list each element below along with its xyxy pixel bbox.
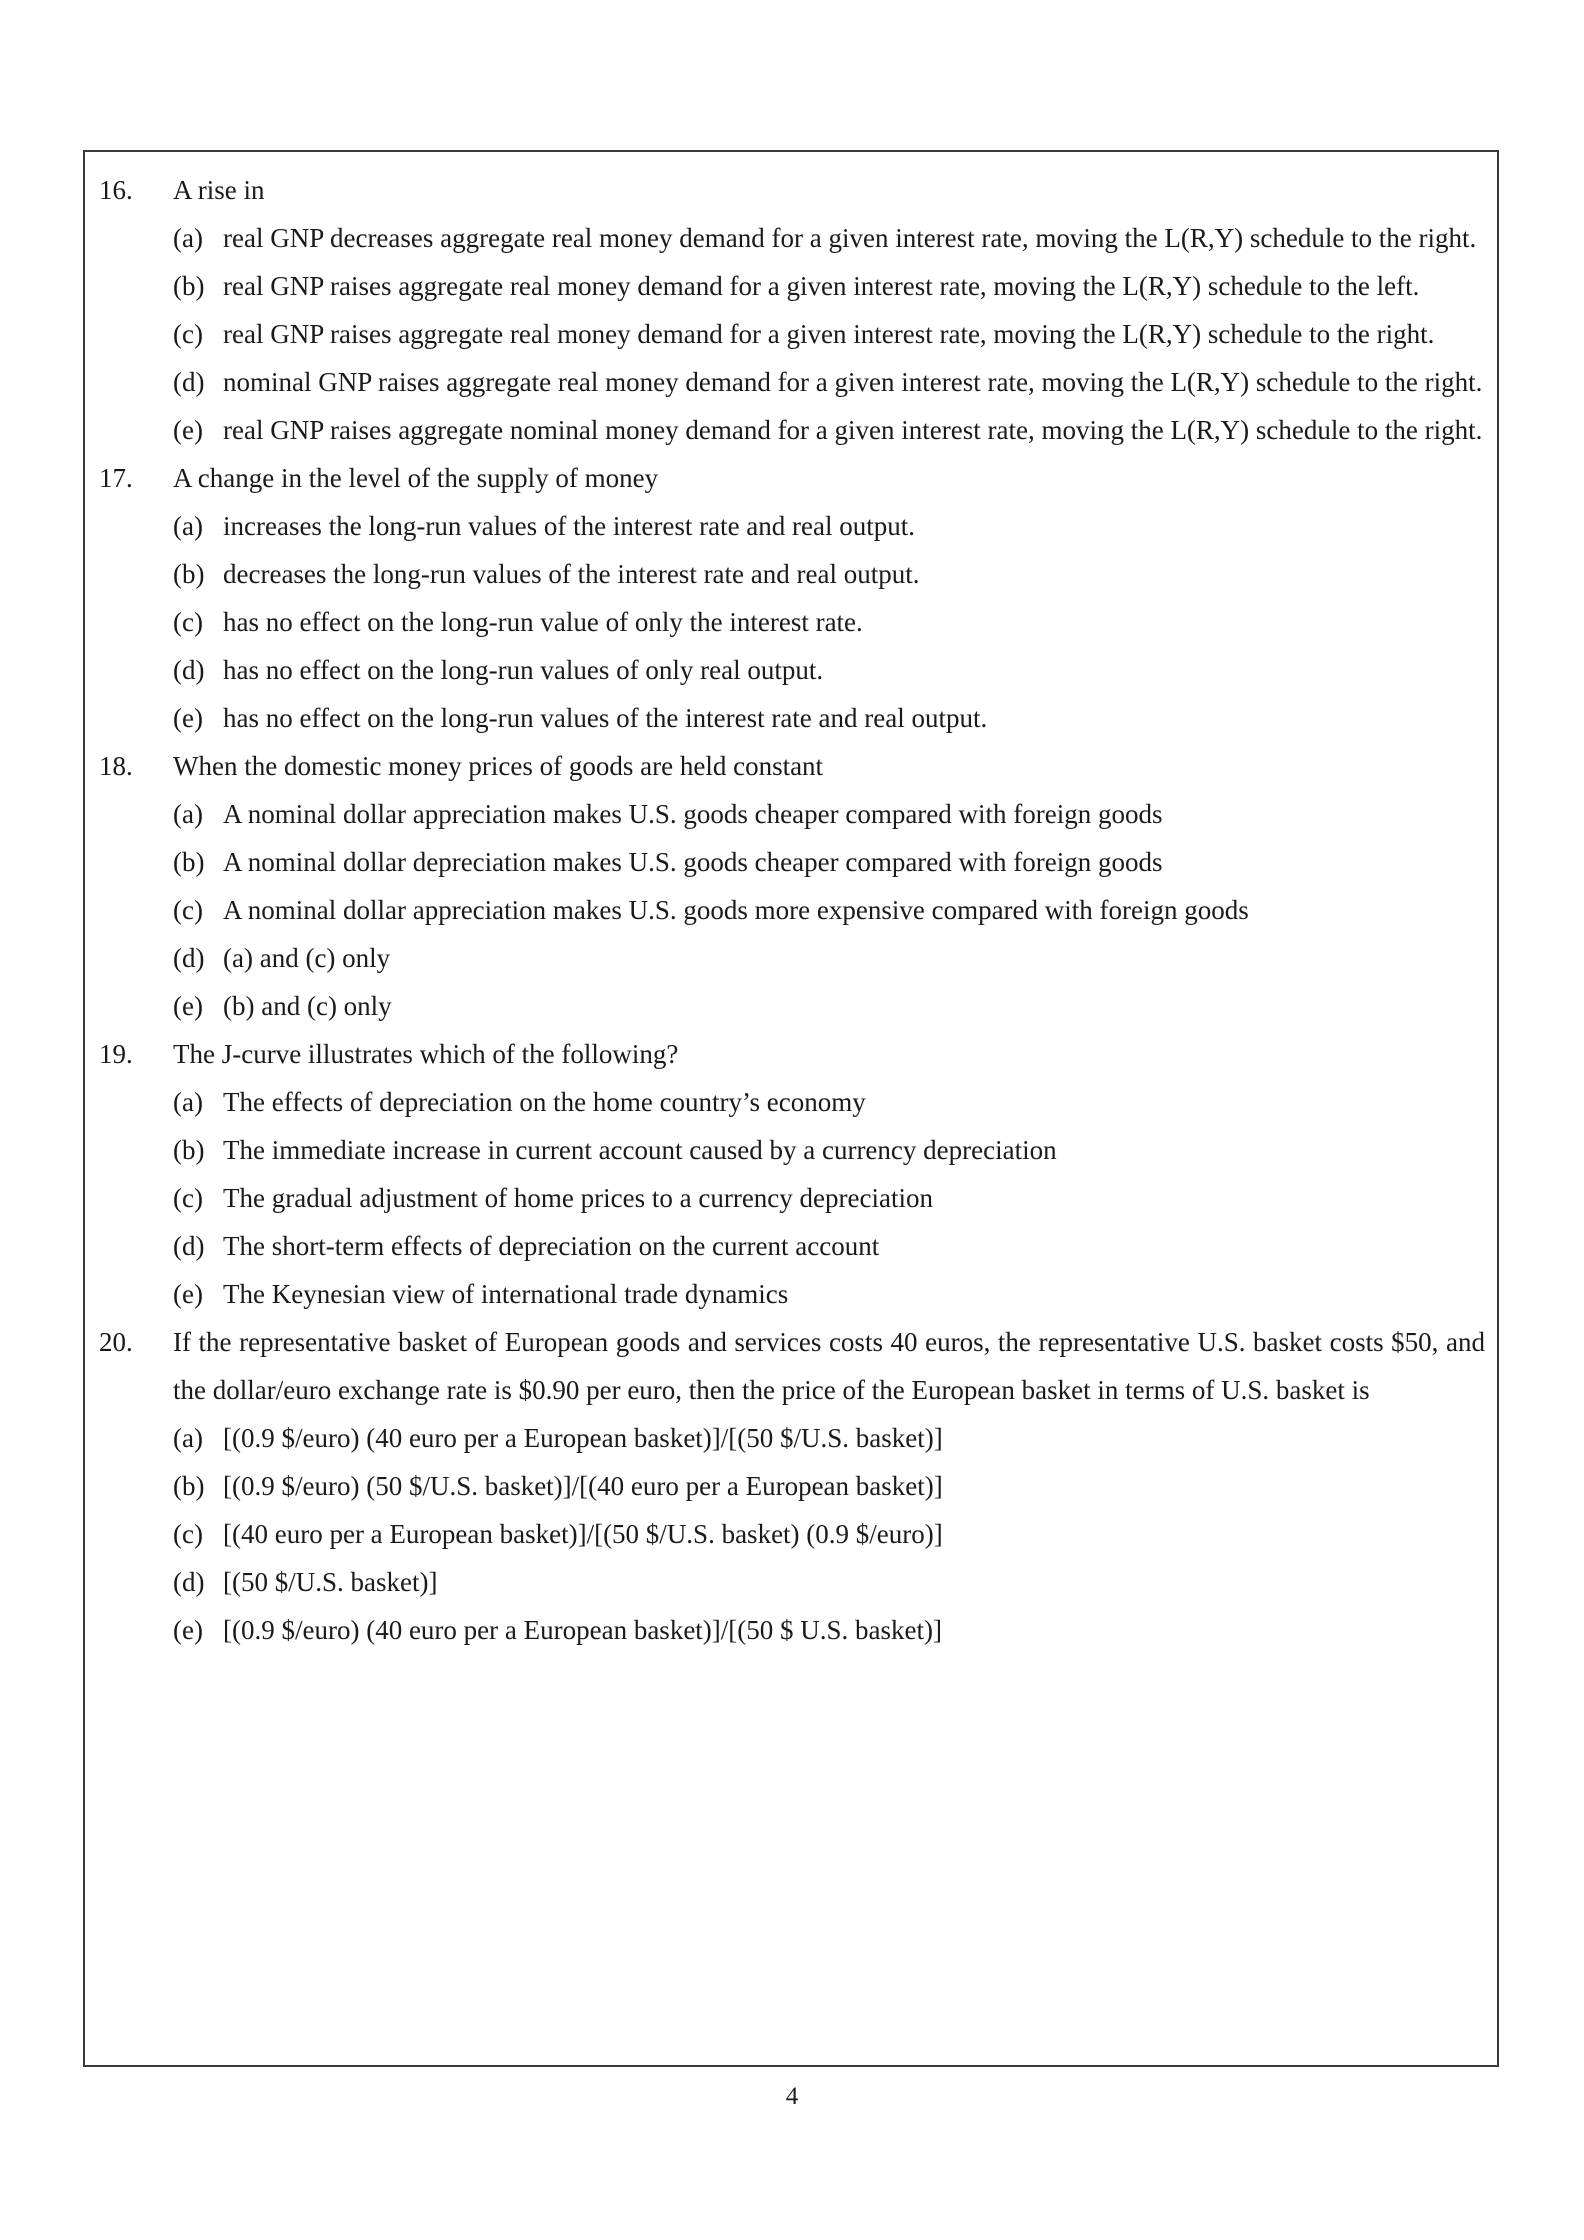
option-text: The gradual adjustment of home prices to a currency depreciation: [223, 1183, 933, 1213]
option-text: real GNP decreases aggregate real money demand for a given interest rate, moving the L(R,Y) schedule to the right.: [223, 223, 1477, 253]
option-letter: (b): [173, 1135, 205, 1165]
option-e: [173, 982, 1485, 1030]
question-18: [85, 742, 1497, 1030]
option-letter: (c): [173, 1183, 203, 1213]
option-text: The immediate increase in current account caused by a currency depreciation: [223, 1135, 1057, 1165]
option-a: [173, 790, 1485, 838]
option-letter: (b): [173, 271, 205, 301]
option-e: [173, 406, 1485, 454]
option-text: [(0.9 $/euro) (40 euro per a European basket)]/[(50 $/U.S. basket)]: [223, 1423, 943, 1453]
option-text: A nominal dollar depreciation makes U.S. goods cheaper compared with foreign goods: [223, 847, 1163, 877]
option-text: (b) and (c) only: [223, 991, 392, 1021]
option-text: real GNP raises aggregate real money demand for a given interest rate, moving the L(R,Y) schedule to the left.: [223, 271, 1420, 301]
option-letter: (a): [173, 799, 203, 829]
option-letter: (a): [173, 1423, 203, 1453]
option-d: [173, 358, 1485, 406]
option-list: [85, 214, 1497, 454]
option-c: [173, 1510, 1485, 1558]
option-b: [173, 1462, 1485, 1510]
option-c: [173, 886, 1485, 934]
question-list: [85, 166, 1497, 1654]
option-letter: (a): [173, 1087, 203, 1117]
option-letter: (c): [173, 1519, 203, 1549]
option-e: [173, 1270, 1485, 1318]
option-text: [(50 $/U.S. basket)]: [223, 1567, 438, 1597]
option-letter: (e): [173, 1279, 203, 1309]
option-d: [173, 646, 1485, 694]
option-e: [173, 694, 1485, 742]
option-letter: (c): [173, 895, 203, 925]
option-b: [173, 1126, 1485, 1174]
option-c: [173, 1174, 1485, 1222]
option-letter: (b): [173, 1471, 205, 1501]
option-letter: (d): [173, 1231, 205, 1261]
option-text: real GNP raises aggregate real money demand for a given interest rate, moving the L(R,Y) schedule to the right.: [223, 319, 1435, 349]
option-text: nominal GNP raises aggregate real money demand for a given interest rate, moving the L(R,Y) schedule to the right.: [223, 367, 1483, 397]
option-letter: (b): [173, 847, 205, 877]
question-number: 17.: [99, 463, 133, 493]
option-letter: (a): [173, 223, 203, 253]
option-list: [85, 790, 1497, 1030]
question-stem: When the domestic money prices of goods are held constant: [173, 751, 824, 781]
question-19: [85, 1030, 1497, 1318]
question-17: [85, 454, 1497, 742]
page-number: 4: [785, 2083, 799, 2110]
question-number: 19.: [99, 1039, 133, 1069]
option-letter: (c): [173, 319, 203, 349]
option-d: [173, 934, 1485, 982]
option-letter: (e): [173, 703, 203, 733]
question-stem: A rise in: [173, 175, 265, 205]
option-text: A nominal dollar appreciation makes U.S. goods cheaper compared with foreign goods: [223, 799, 1163, 829]
option-text: real GNP raises aggregate nominal money demand for a given interest rate, moving the L(R,Y) schedule to the right.: [223, 415, 1483, 445]
option-letter: (d): [173, 1567, 205, 1597]
option-letter: (d): [173, 367, 205, 397]
option-c: [173, 310, 1485, 358]
question-number: 20.: [99, 1327, 133, 1357]
option-b: [173, 262, 1485, 310]
option-letter: (a): [173, 511, 203, 541]
option-text: [(0.9 $/euro) (40 euro per a European basket)]/[(50 $ U.S. basket)]: [223, 1615, 942, 1645]
option-text: (a) and (c) only: [223, 943, 391, 973]
option-a: [173, 502, 1485, 550]
option-list: [85, 1078, 1497, 1318]
question-stem: If the representative basket of European goods and services costs 40 euros, the representative U.S. basket costs $50, and the dollar/euro exchange rate is $0.90 per euro, then the price of the European basket in terms of U.S. basket is: [173, 1327, 1485, 1405]
question-20: [85, 1318, 1497, 1654]
question-stem: The J-curve illustrates which of the following?: [173, 1039, 679, 1069]
question-frame: [83, 150, 1499, 2067]
option-letter: (e): [173, 991, 203, 1021]
option-text: decreases the long-run values of the interest rate and real output.: [223, 559, 920, 589]
question-16: [85, 166, 1497, 454]
option-b: [173, 838, 1485, 886]
option-letter: (d): [173, 943, 205, 973]
option-a: [173, 1414, 1485, 1462]
option-text: has no effect on the long-run value of only the interest rate.: [223, 607, 863, 637]
question-number: 16.: [99, 175, 133, 205]
question-number: 18.: [99, 751, 133, 781]
option-letter: (d): [173, 655, 205, 685]
question-stem: A change in the level of the supply of money: [173, 463, 659, 493]
option-e: [173, 1606, 1485, 1654]
option-text: The Keynesian view of international trade dynamics: [223, 1279, 789, 1309]
option-letter: (e): [173, 1615, 203, 1645]
option-text: has no effect on the long-run values of the interest rate and real output.: [223, 703, 988, 733]
option-list: [85, 1414, 1497, 1654]
option-a: [173, 1078, 1485, 1126]
option-text: [(40 euro per a European basket)]/[(50 $/U.S. basket) (0.9 $/euro)]: [223, 1519, 943, 1549]
option-a: [173, 214, 1485, 262]
option-d: [173, 1558, 1485, 1606]
option-text: increases the long-run values of the interest rate and real output.: [223, 511, 915, 541]
option-b: [173, 550, 1485, 598]
option-list: [85, 502, 1497, 742]
option-text: [(0.9 $/euro) (50 $/U.S. basket)]/[(40 euro per a European basket)]: [223, 1471, 943, 1501]
option-letter: (c): [173, 607, 203, 637]
option-d: [173, 1222, 1485, 1270]
option-c: [173, 598, 1485, 646]
option-text: A nominal dollar appreciation makes U.S. goods more expensive compared with foreign goods: [223, 895, 1249, 925]
option-letter: (e): [173, 415, 203, 445]
option-text: has no effect on the long-run values of only real output.: [223, 655, 824, 685]
option-letter: (b): [173, 559, 205, 589]
option-text: The effects of depreciation on the home country’s economy: [223, 1087, 866, 1117]
option-text: The short-term effects of depreciation on the current account: [223, 1231, 880, 1261]
